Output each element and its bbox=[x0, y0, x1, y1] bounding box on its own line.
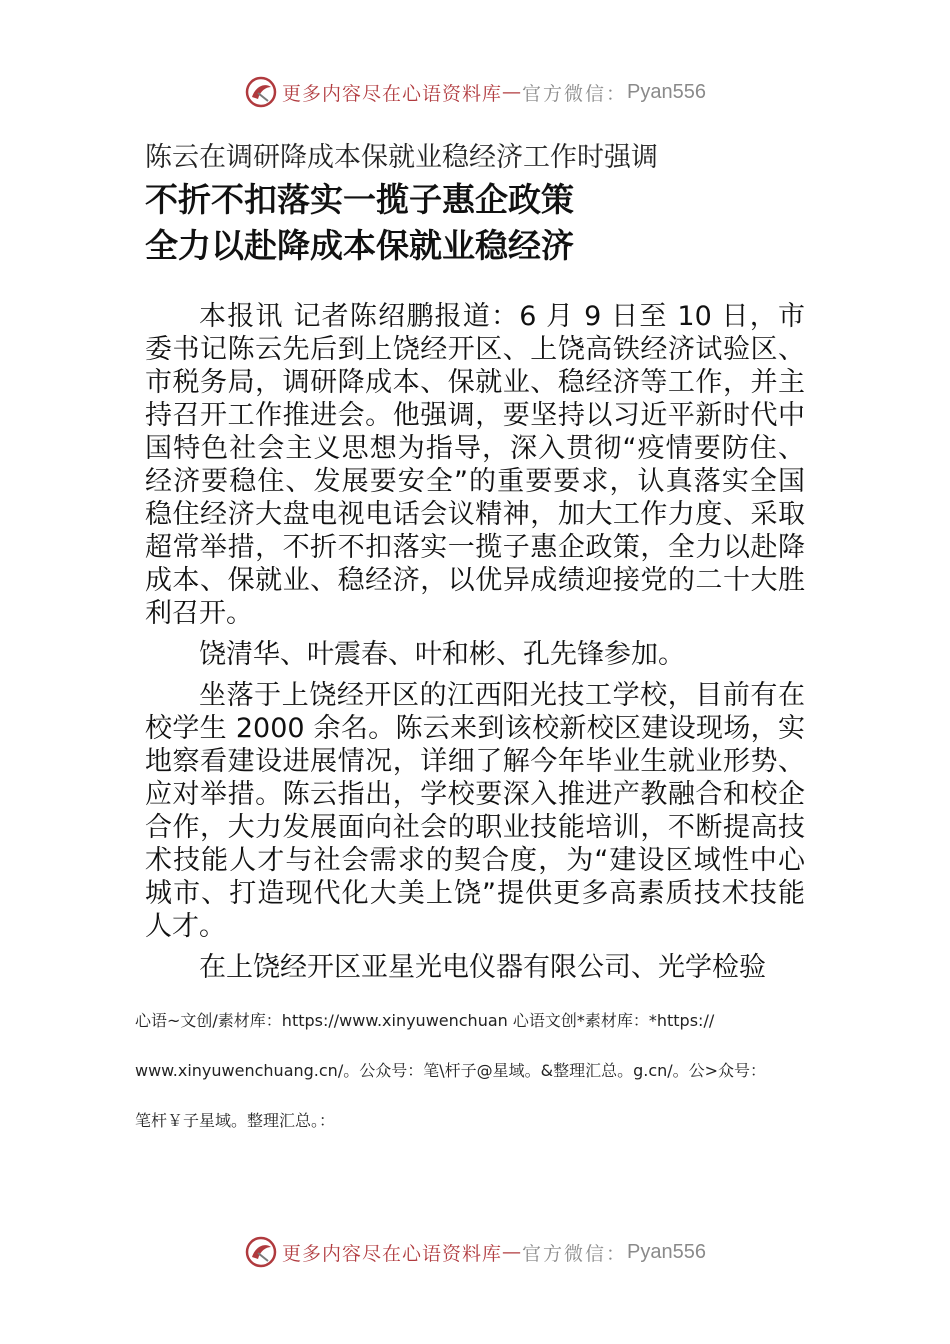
watermark-wechat-id: Pyan556 bbox=[627, 80, 706, 103]
footer-note-line-3: 笔杆￥子星域。整理汇总。： bbox=[135, 1111, 336, 1130]
brand-logo-icon bbox=[244, 1235, 278, 1269]
watermark-wechat-label: 官方微信： bbox=[522, 1242, 628, 1265]
article-headline-line-2: 全力以赴降成本保就业稳经济 bbox=[145, 226, 574, 265]
watermark-wechat-label: 官方微信： bbox=[522, 82, 628, 105]
header-watermark bbox=[0, 72, 950, 112]
footer-watermark bbox=[0, 1232, 950, 1272]
watermark-separator: — bbox=[502, 81, 523, 103]
article-paragraph: 本报讯 记者陈绍鹏报道：6 月 9 日至 10 日，市委书记陈云先后到上饶经开区、上饶高铁经济试验区、市税务局，调研降成本、保就业、稳经济等工作，并主持召开工作推进会。他强调，要坚持以习近平新时代中国特色社会主义思想为指导，深入贯彻“疫情要防住、经济要稳住、发展要安全”的重要要求，认真落实全国稳住经济大盘电视电话会议精神，加大工作力度、采取超常举措，不折不扣落实一揽子惠企政策，全力以赴降成本、保就业、稳经济，以优异成绩迎接党的二十大胜利召开。 bbox=[145, 301, 805, 629]
article-kicker: 陈云在调研降成本保就业稳经济工作时强调 bbox=[145, 142, 658, 173]
article-paragraph: 在上饶经开区亚星光电仪器有限公司、光学检验 bbox=[199, 952, 766, 983]
watermark-text: 更多内容尽在心语资料库 bbox=[282, 82, 503, 105]
watermark-separator: — bbox=[502, 1241, 523, 1263]
article-paragraph: 坐落于上饶经开区的江西阳光技工学校，目前有在校学生 2000 余名。陈云来到该校新校区建设现场，实地察看建设进展情况，详细了解今年毕业生就业形势、应对举措。陈云指出，学校要深入推进产教融合和校企合作，大力发展面向社会的职业技能培训，不断提高技术技能人才与社会需求的契合度，为“建设区域性中心城市、打造现代化大美上饶”提供更多高素质技术技能人才。 bbox=[145, 680, 805, 942]
footer-note-line-2: www.xinyuwenchuang.cn/。公众号：笔\杆子@星域。&整理汇总。g.cn/。公>众号： bbox=[135, 1061, 767, 1080]
watermark-text: 更多内容尽在心语资料库 bbox=[282, 1242, 503, 1265]
brand-logo-icon bbox=[244, 75, 278, 109]
article-paragraph: 饶清华、叶震春、叶和彬、孔先锋参加。 bbox=[199, 639, 685, 670]
footer-note-line-1: 心语~文创/素材库：https://www.xinyuwenchuan 心语文创*素材库：*https:// bbox=[135, 1011, 715, 1030]
watermark-wechat-id: Pyan556 bbox=[627, 1240, 706, 1263]
article-body bbox=[145, 300, 805, 992]
article-headline-line-1: 不折不扣落实一揽子惠企政策 bbox=[145, 180, 574, 219]
